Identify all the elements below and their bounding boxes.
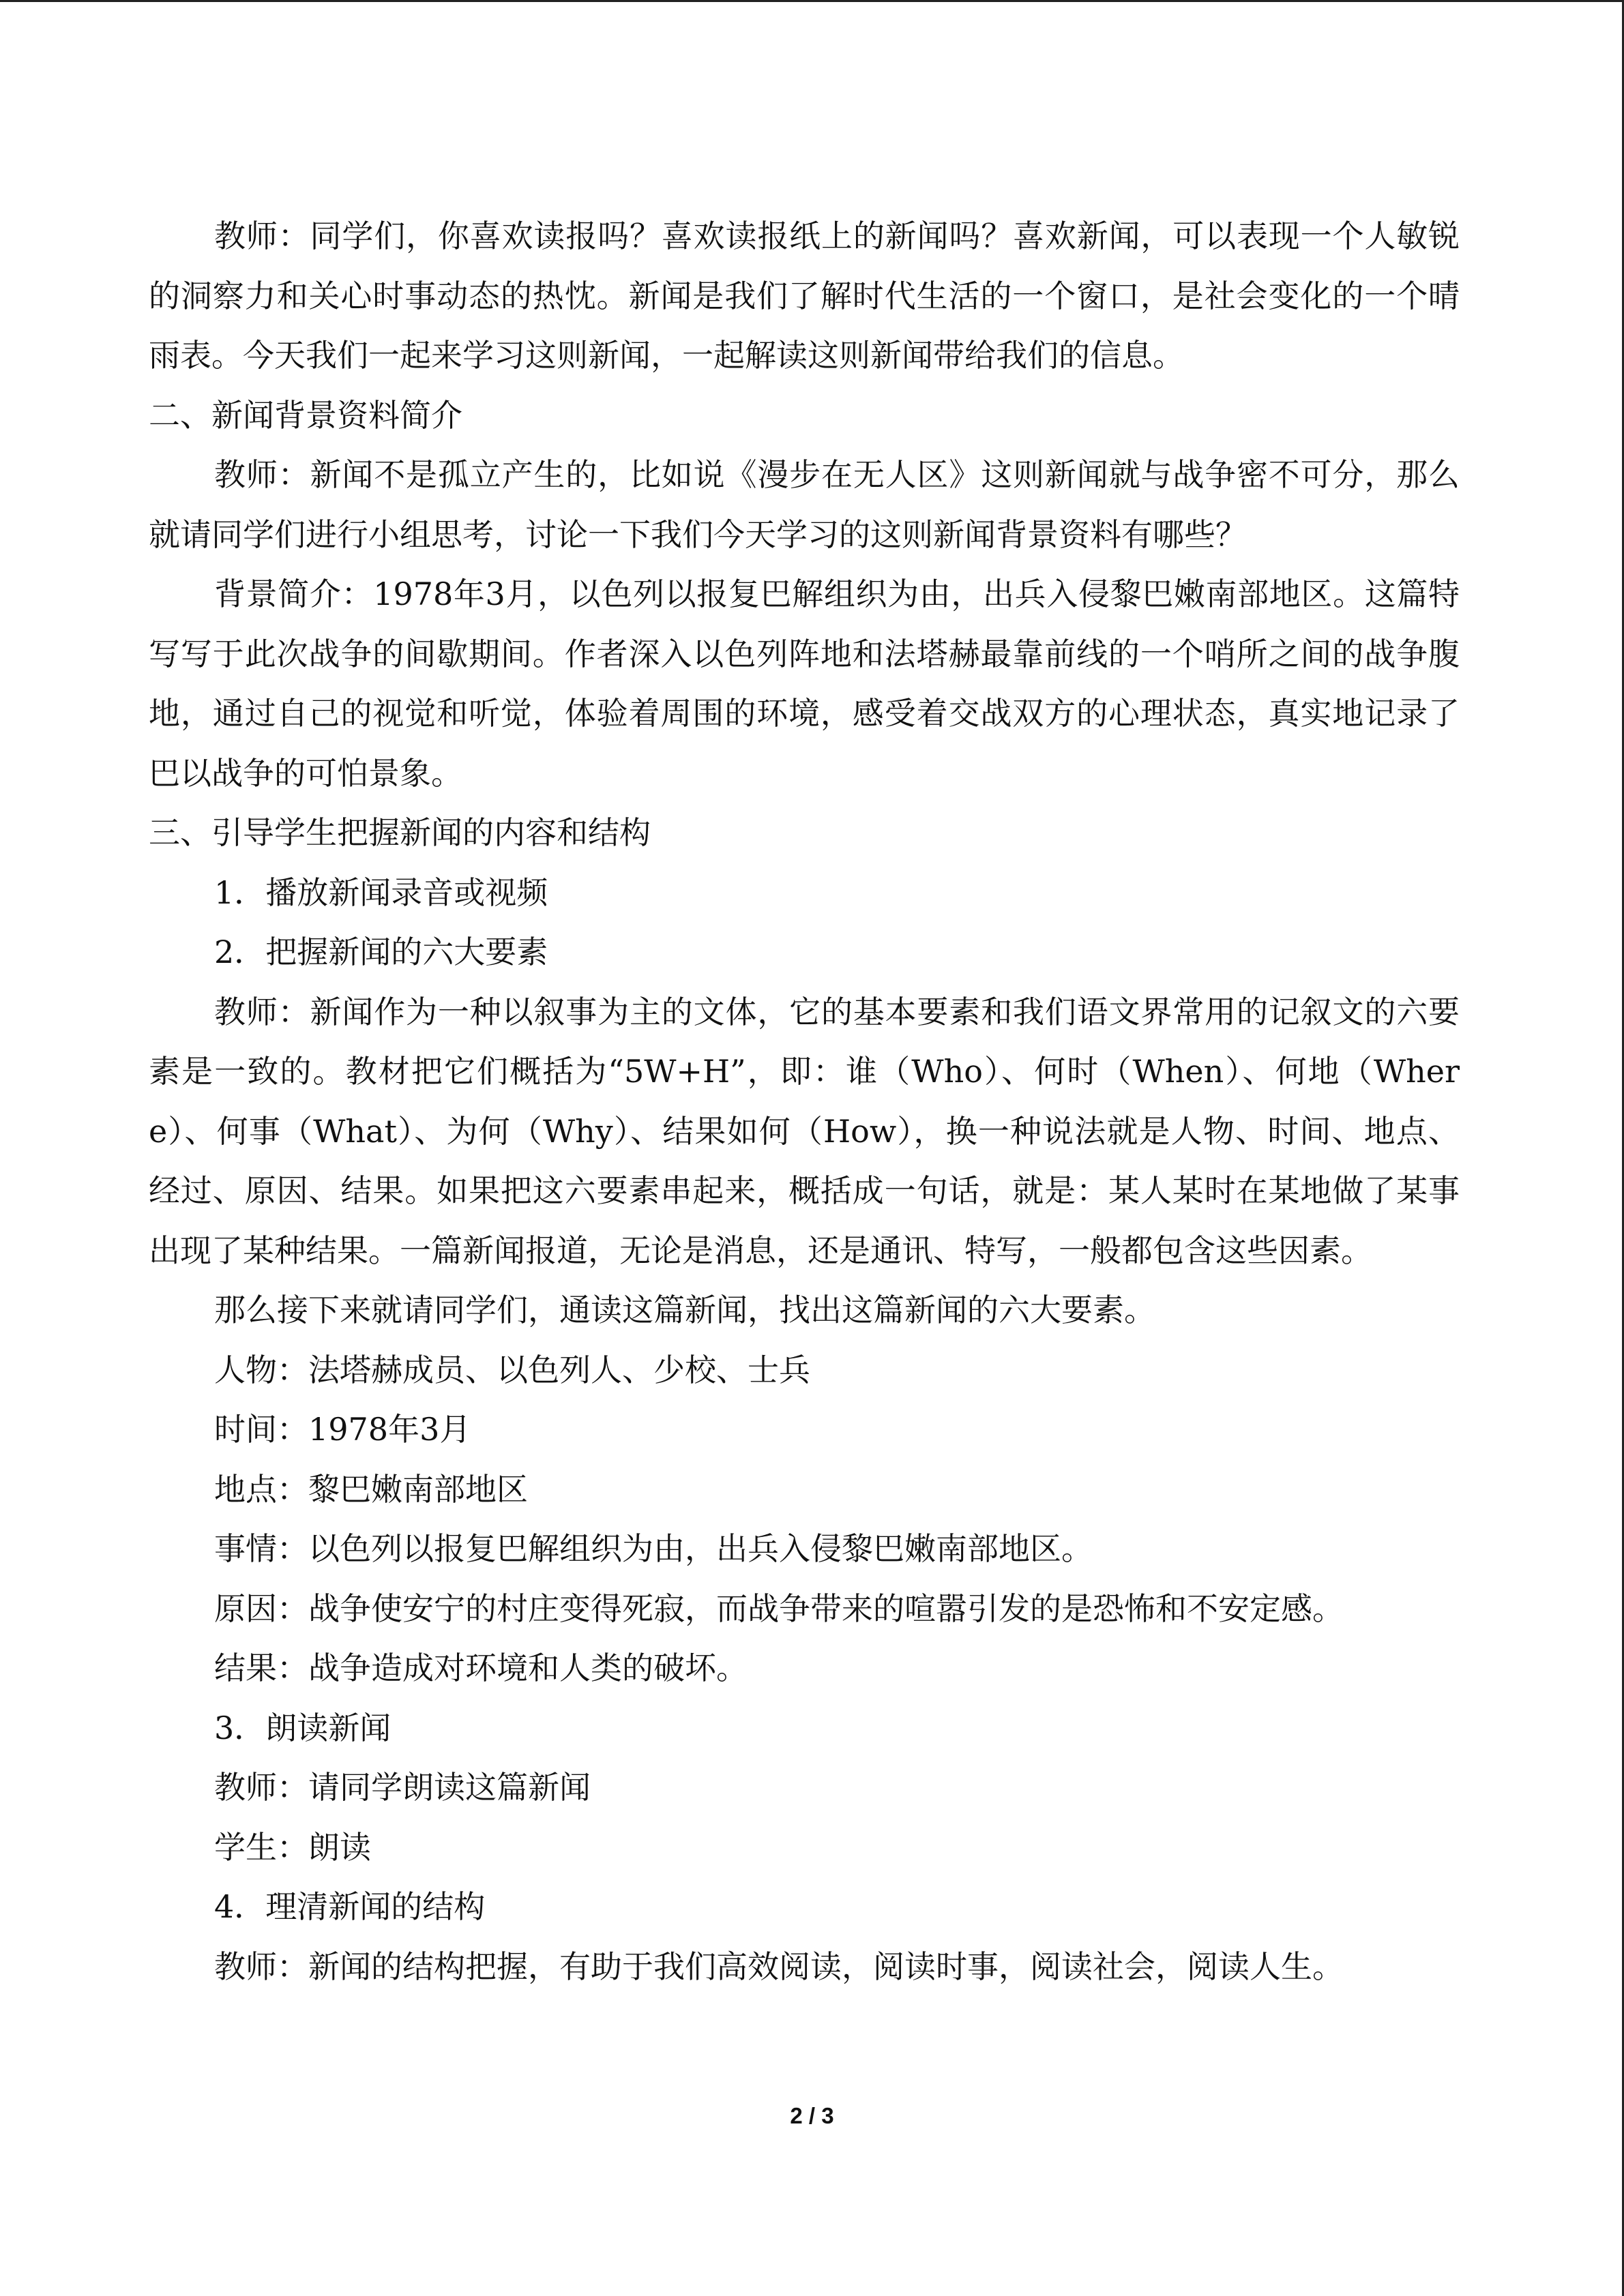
element-place: 地点：黎巴嫩南部地区 [214,1470,528,1508]
paragraph-read-through: 那么接下来就请同学们，通读这篇新闻，找出这篇新闻的六大要素。 [214,1292,1155,1328]
page-number: 2 / 3 [790,2103,834,2128]
document-body [149,207,1460,1997]
list-item-structure: 4．理清新闻的结构 [214,1888,486,1925]
list-item-six-elements: 2．把握新闻的六大要素 [214,934,548,970]
element-people: 人物：法塔赫成员、以色列人、少校、士兵 [214,1351,810,1388]
element-result: 结果：战争造成对环境和人类的破坏。 [214,1650,748,1686]
paragraph-structure-explanation: 教师：新闻的结构把握，有助于我们高效阅读，阅读时事，阅读社会，阅读人生。 [214,1948,1344,1985]
list-item-read-aloud: 3．朗读新闻 [214,1709,392,1746]
paragraph-student-read: 学生：朗读 [214,1828,371,1866]
paragraph-teacher-read-request: 教师：请同学朗读这篇新闻 [214,1769,591,1806]
section-heading-background: 二、新闻背景资料简介 [149,396,462,434]
paragraph-six-elements-explanation: 教师：新闻作为一种以叙事为主的文体，它的基本要素和我们语文界常用的记叙文的六要素是一致的。教材把它们概括为“5W+H”，即：谁（Who）、何时（When）、何地（Where）、何事（What）、为何（Why）、结果如何（How），换一种说法就是人物、时间、地点、经过、原因、结果。如果把这六要素串起来，概括成一句话，就是：某人某时在某地做了某事出现了某种结果。一篇新闻报道，无论是消息，还是通讯、特写，一般都包含这些因素。 [149,993,1460,1269]
list-item-play-recording: 1．播放新闻录音或视频 [214,874,548,911]
paragraph-background-question: 教师：新闻不是孤立产生的，比如说《漫步在无人区》这则新闻就与战争密不可分，那么就请同学们进行小组思考，讨论一下我们今天学习的这则新闻背景资料有哪些？ [149,456,1460,553]
element-time: 时间：1978年3月 [214,1411,471,1448]
element-event: 事情：以色列以报复巴解组织为由，出兵入侵黎巴嫩南部地区。 [214,1530,1093,1567]
section-heading-content-structure: 三、引导学生把握新闻的内容和结构 [149,814,651,851]
paragraph-background-summary: 背景简介：1978年3月，以色列以报复巴解组织为由，出兵入侵黎巴嫩南部地区。这篇特写写于此次战争的间歇期间。作者深入以色列阵地和法塔赫最靠前线的一个哨所之间的战争腹地，通过自己的视觉和听觉，体验着周围的环境，感受着交战双方的心理状态，真实地记录了巴以战争的可怕景象。 [149,576,1460,792]
element-cause: 原因：战争使安宁的村庄变得死寂，而战争带来的喧嚣引发的是恐怖和不安定感。 [214,1590,1344,1627]
paragraph-intro: 教师：同学们，你喜欢读报吗？喜欢读报纸上的新闻吗？喜欢新闻，可以表现一个人敏锐的洞察力和关心时事动态的热忱。新闻是我们了解时代生活的一个窗口，是社会变化的一个晴雨表。今天我们一起来学习这则新闻，一起解读这则新闻带给我们的信息。 [149,218,1460,374]
